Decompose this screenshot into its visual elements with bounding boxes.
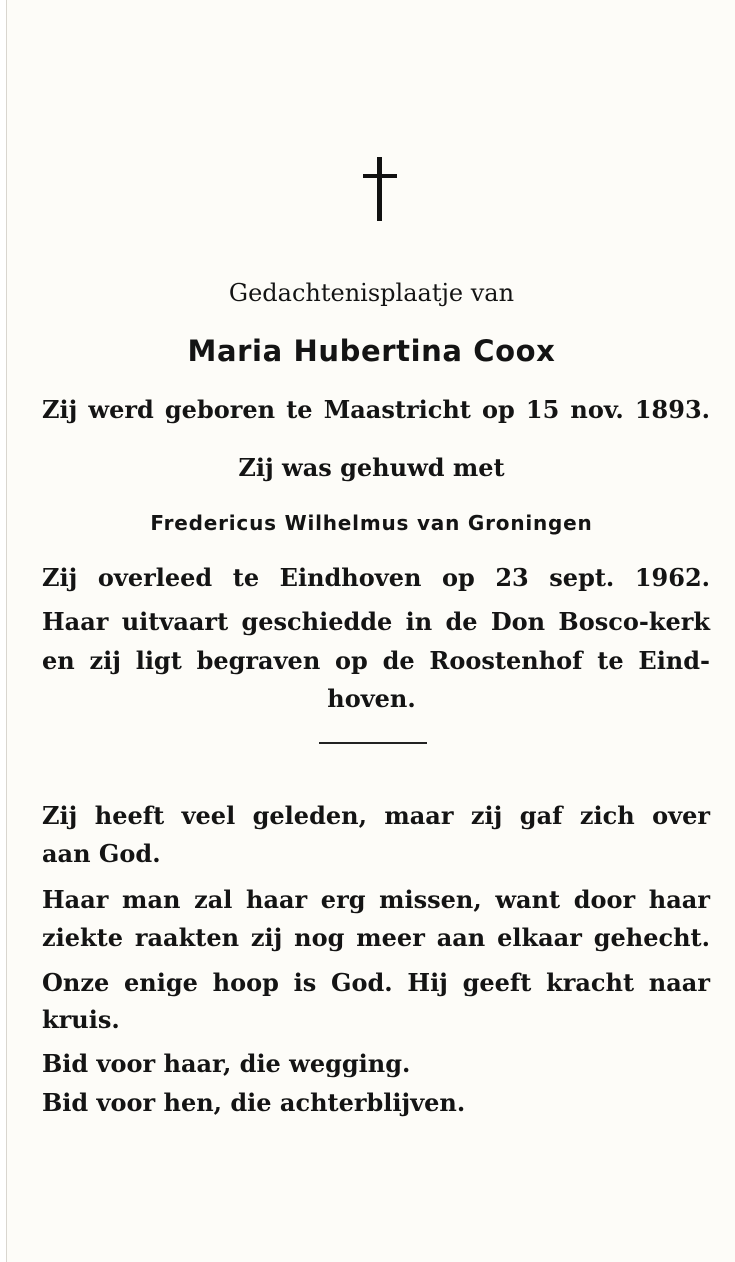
prayer-line-1: Bid voor haar, die wegging. [42,1049,411,1078]
death-line: Zij overleed te Eindhoven op 23 sept. 1962. [42,563,710,592]
birth-line: Zij werd geboren te Maastricht op 15 nov. 1893. [42,395,710,424]
divider [319,742,427,744]
spouse-name: Fredericus Wilhelmus van Groningen [150,511,593,535]
paragraph-2-line-1: Haar man zal haar erg missen, want door haar [42,885,710,914]
intro-text: Gedachtenisplaatje van [228,279,515,307]
paragraph-3-line-1: Onze enige hoop is God. Hij geeft kracht naar [42,968,710,997]
paragraph-1-line-1: Zij heeft veel geleden, maar zij gaf zich over [42,801,710,830]
funeral-line-3: hoven. [327,684,416,713]
deceased-name: Maria Hubertina Coox [187,334,556,368]
memorial-card [6,0,735,1262]
married-intro: Zij was gehuwd met [238,453,505,482]
paragraph-3-line-2: kruis. [42,1005,120,1034]
funeral-line-1: Haar uitvaart geschiedde in de Don Bosco-kerk [42,607,710,636]
cross-icon [363,157,397,221]
paragraph-1-line-2: aan God. [42,839,161,868]
funeral-line-2: en zij ligt begraven op de Roostenhof te Eind- [42,646,710,675]
prayer-line-2: Bid voor hen, die achterblijven. [42,1088,466,1117]
paragraph-2-line-2: ziekte raakten zij nog meer aan elkaar gehecht. [42,923,710,952]
